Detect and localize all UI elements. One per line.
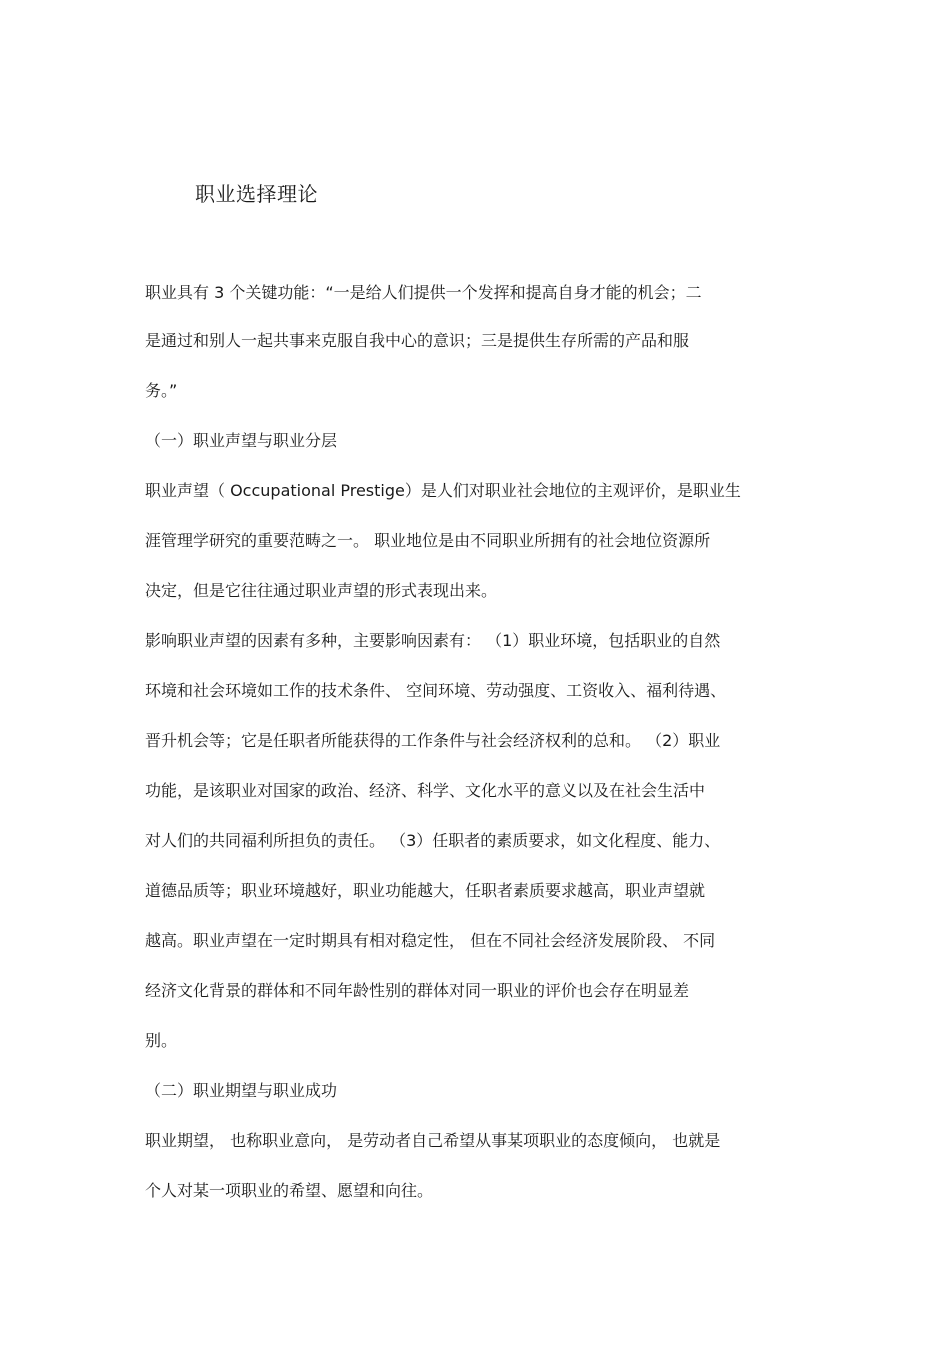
paragraph-line: 是通过和别人一起共事来克服自我中心的意识；三是提供生存所需的产品和服 [145, 331, 690, 350]
paragraph-line: 涯管理学研究的重要范畴之一。 职业地位是由不同职业所拥有的社会地位资源所 [145, 531, 711, 550]
paragraph-line: 越高。职业声望在一定时期具有相对稳定性， 但在不同社会经济发展阶段、 不同 [145, 931, 716, 950]
section-heading: （二）职业期望与职业成功 [145, 1081, 338, 1100]
paragraph-line: 环境和社会环境如工作的技术条件、 空间环境、劳动强度、工资收入、福利待遇、 [145, 681, 727, 700]
paragraph-line: 道德品质等；职业环境越好，职业功能越大，任职者素质要求越高，职业声望就 [145, 881, 706, 900]
section-heading: （一）职业声望与职业分层 [145, 431, 338, 450]
paragraph-line: 务。” [145, 381, 178, 400]
paragraph-line: 职业具有 3 个关键功能：“一是给人们提供一个发挥和提高自身才能的机会；二 [145, 283, 702, 302]
paragraph-line: 个人对某一项职业的希望、愿望和向往。 [145, 1181, 434, 1200]
paragraph-line: 功能，是该职业对国家的政治、经济、科学、文化水平的意义以及在社会生活中 [145, 781, 706, 800]
paragraph-line: 职业声望（ Occupational Prestige）是人们对职业社会地位的主观评价，是职业生 [145, 481, 741, 500]
paragraph-line: 晋升机会等；它是任职者所能获得的工作条件与社会经济权利的总和。 （2）职业 [145, 731, 721, 750]
paragraph-line: 影响职业声望的因素有多种，主要影响因素有： （1）职业环境，包括职业的自然 [145, 631, 721, 650]
paragraph-line: 经济文化背景的群体和不同年龄性别的群体对同一职业的评价也会存在明显差 [145, 981, 690, 1000]
paragraph-line: 别。 [145, 1031, 178, 1050]
paragraph-line: 决定，但是它往往通过职业声望的形式表现出来。 [145, 581, 498, 600]
paragraph-line: 对人们的共同福利所担负的责任。 （3）任职者的素质要求，如文化程度、能力、 [145, 831, 721, 850]
document-title: 职业选择理论 [195, 182, 318, 206]
paragraph-line: 职业期望， 也称职业意向， 是劳动者自己希望从事某项职业的态度倾向， 也就是 [145, 1131, 721, 1150]
